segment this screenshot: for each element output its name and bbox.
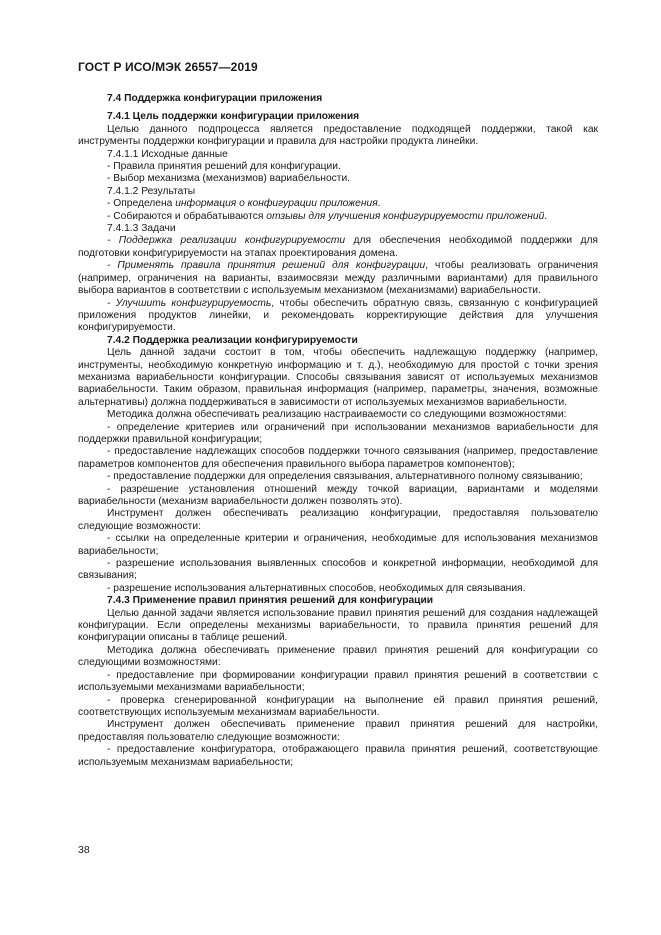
section-7-4-2-title: 7.4.2 Поддержка реализации конфигурируемости: [107, 334, 358, 346]
list-item: - определение критериев или ограничений при использовании механизмов вариабельности для поддержки правильной конфигурации;: [78, 421, 598, 445]
list-item: - разрешение использования выявленных способов и конкретной информации, необходимой для связывания;: [78, 558, 598, 582]
document-header: ГОСТ Р ИСО/МЭК 26557—2019: [78, 60, 258, 74]
list-item: - Применять правила принятия решений для конфигурации, чтобы реализовать ограничения (например, ограничения на варианты, взаимосвязи между различными вариантами) для правильного выбора вариантов в соответствии с используемым механизмом (механизмами) вариабельности.: [78, 260, 599, 297]
list-item: - ссылки на определенные критерии и ограничения, необходимые для использования механизмов вариабельности;: [78, 533, 598, 557]
list-item: - Правила принятия решений для конфигурации.: [107, 161, 341, 173]
section-7-4-3-title: 7.4.3 Применение правил принятия решений для конфигурации: [107, 595, 434, 607]
list-item: - Собираются и обрабатываются отзывы для улучшения конфигурируемости приложений.: [107, 210, 548, 222]
list-item: - Выбор механизма (механизмов) вариабельности.: [107, 173, 351, 185]
paragraph: Методика должна обеспечивать реализацию настраиваемости со следующими возможностями:: [107, 409, 567, 421]
subheading-tasks: 7.4.1.3 Задачи: [107, 223, 176, 235]
list-item: - предоставление надлежащих способов поддержки точного связывания (например, предоставление параметров компонентов для обеспечения правильного выбора параметров компонентов);: [78, 446, 598, 470]
paragraph: Цель данной задачи состоит в том, чтобы обеспечить надлежащую поддержку (например, инструменты, необходимую конкретную информацию и т. д.), необходимую для простой с точки зрения механизма вариабельности конфигурации. Способы связывания зависят от используемых механизмов вариабельности. Таким образом, правильная информация (например, параметры, значения, возможные альтернативы) должна поддерживаться в зависимости от используемых механизмов вариабельности.: [78, 347, 598, 408]
paragraph: Методика должна обеспечивать применение правил принятия решений для конфигурации со следующими возможностями:: [78, 644, 598, 669]
list-item: - Определена информация о конфигурации приложения.: [107, 198, 381, 210]
paragraph: Инструмент должен обеспечивать реализацию конфигурации, предоставляя пользователю следующие возможности:: [78, 508, 598, 532]
list-item: - разрешение использования альтернативных способов, необходимых для связывания.: [107, 582, 526, 594]
list-item: - Поддержка реализации конфигурируемости для обеспечения необходимой поддержки для подготовки конфигурируемости на этапах проектирования домена.: [78, 235, 598, 259]
subheading-results: 7.4.1.2 Результаты: [107, 185, 196, 197]
page-body: [78, 93, 598, 769]
list-item: - Улучшить конфигурируемость, чтобы обеспечить обратную связь, связанную с конфигурацией приложения продуктов линейки, и рекомендовать корректирующие действия для улучшения конфигурируемости.: [78, 297, 599, 334]
paragraph: Целью данной задачи является использование правил принятия решений для создания надлежащей конфигурации. Если определены механизмы вариабельности, то правила принятия решений для конфигурации описаны в таблице решений.: [78, 607, 598, 644]
list-item: - предоставление конфигуратора, отображающего правила принятия решений, соответствующие используемым механизмам вариабельности;: [78, 744, 598, 768]
section-7-4-1-title: 7.4.1 Цель поддержки конфигурации приложения: [107, 111, 360, 123]
subheading-inputs: 7.4.1.1 Исходные данные: [107, 148, 228, 160]
paragraph: Целью данного подпроцесса является предоставление подходящей поддержки, такой как инструменты поддержки конфигурации и правила для настройки продукта линейки.: [78, 123, 598, 148]
page-number: 38: [78, 844, 90, 856]
list-item: - проверка сгенерированной конфигурации на выполнение ей правил принятия решений, соответствующих используемым механизмам вариабельности.: [78, 694, 598, 718]
list-item: - предоставление поддержки для определения связывания, альтернативного полному связыванию;: [107, 471, 583, 483]
paragraph: Инструмент должен обеспечивать применение правил принятия решений для настройки, предоставляя пользователю следующие возможности:: [78, 719, 598, 743]
section-7-4-title: 7.4 Поддержка конфигурации приложения: [107, 93, 323, 104]
list-item: - предоставление при формировании конфигурации правил принятия решений в соответствии с используемыми механизмами вариабельности;: [78, 669, 598, 694]
list-item: - разрешение установления отношений между точкой вариации, вариантами и моделями вариабельности (механизм вариабельности должен позволять это).: [78, 483, 598, 507]
